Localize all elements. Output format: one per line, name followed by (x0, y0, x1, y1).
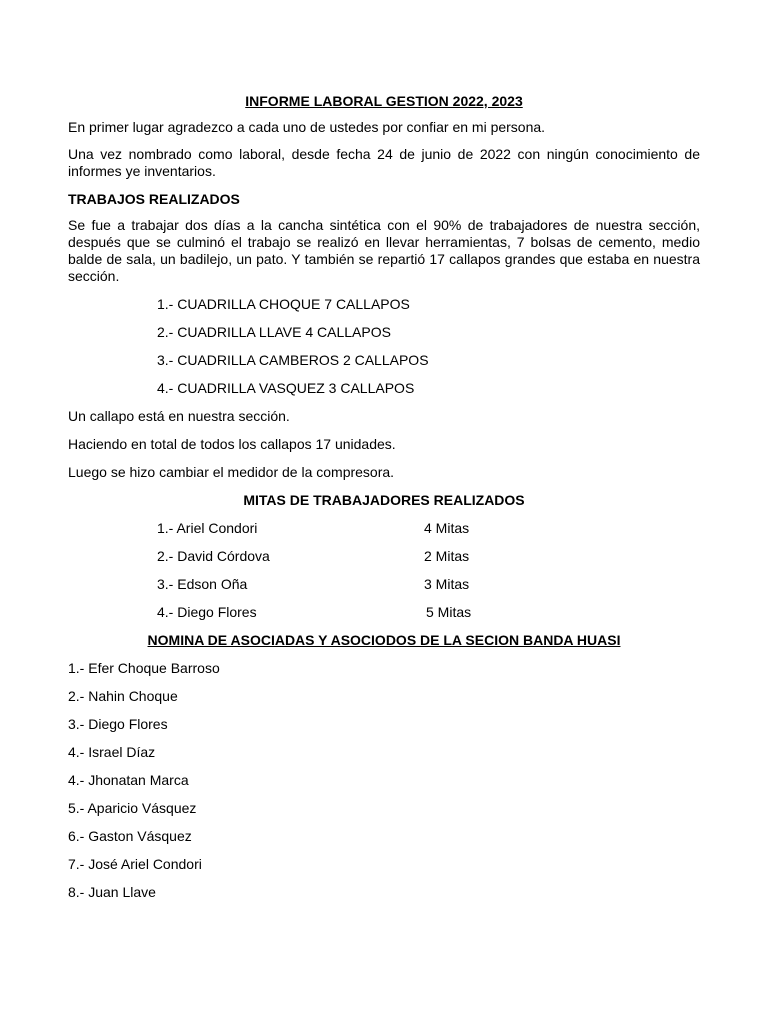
trabajos-paragraph: Se fue a trabajar dos días a la cancha sintética con el 90% de trabajadores de nuestra sección, después que se culminó el trabajo se realizó en llevar herramientas, 7 bolsas de cemento, medio balde de sala, un badilejo, un pato. Y también se repartió 17 callapos grandes que estaba en nuestra sección. (68, 217, 700, 284)
list-item: 3.- CUADRILLA CAMBEROS 2 CALLAPOS (157, 352, 429, 368)
list-item: 4.- Israel Díaz (68, 744, 156, 760)
list-item: 4.- Jhonatan Marca (68, 772, 189, 788)
nomina-heading: NOMINA DE ASOCIADAS Y ASOCIODOS DE LA SECION BANDA HUASI (147, 632, 621, 648)
list-item: 5.- Aparicio Vásquez (68, 800, 197, 816)
worker-name: 1.- Ariel Condori (157, 520, 258, 536)
list-item: 2.- CUADRILLA LLAVE 4 CALLAPOS (157, 324, 391, 340)
document-page (68, 92, 700, 911)
list-item: 8.- Juan Llave (68, 884, 156, 900)
mitas-count: 5 Mitas (426, 604, 472, 620)
list-item: 2.- Nahin Choque (68, 688, 178, 704)
intro-paragraph-2: Una vez nombrado como laboral, desde fecha 24 de junio de 2022 con ningún conocimiento de informes ye inventarios. (68, 146, 700, 179)
worker-name: 3.- Edson Oña (157, 576, 248, 592)
document-title: INFORME LABORAL GESTION 2022, 2023 (245, 93, 523, 109)
note-line: Haciendo en total de todos los callapos 17 unidades. (68, 436, 396, 452)
mitas-count: 3 Mitas (424, 576, 470, 592)
list-item: 3.- Diego Flores (68, 716, 168, 732)
mitas-count: 4 Mitas (424, 520, 470, 536)
table-row (68, 547, 700, 565)
table-row (68, 519, 700, 537)
worker-name: 2.- David Córdova (157, 548, 270, 564)
note-line: Un callapo está en nuestra sección. (68, 408, 290, 424)
list-item: 7.- José Ariel Condori (68, 856, 202, 872)
intro-paragraph-1: En primer lugar agradezco a cada uno de ustedes por confiar en mi persona. (68, 119, 546, 135)
note-line: Luego se hizo cambiar el medidor de la compresora. (68, 464, 395, 480)
cuadrillas-list (68, 295, 700, 397)
mitas-count: 2 Mitas (424, 548, 470, 564)
list-item: 4.- CUADRILLA VASQUEZ 3 CALLAPOS (157, 380, 415, 396)
trabajos-heading: TRABAJOS REALIZADOS (68, 191, 240, 207)
list-item: 6.- Gaston Vásquez (68, 828, 192, 844)
nomina-list (68, 659, 700, 901)
table-row (68, 603, 700, 621)
mitas-heading: MITAS DE TRABAJADORES REALIZADOS (243, 492, 525, 508)
table-row (68, 575, 700, 593)
mitas-list (68, 519, 700, 621)
worker-name: 4.- Diego Flores (157, 604, 257, 620)
list-item: 1.- CUADRILLA CHOQUE 7 CALLAPOS (157, 296, 410, 312)
list-item: 1.- Efer Choque Barroso (68, 660, 220, 676)
